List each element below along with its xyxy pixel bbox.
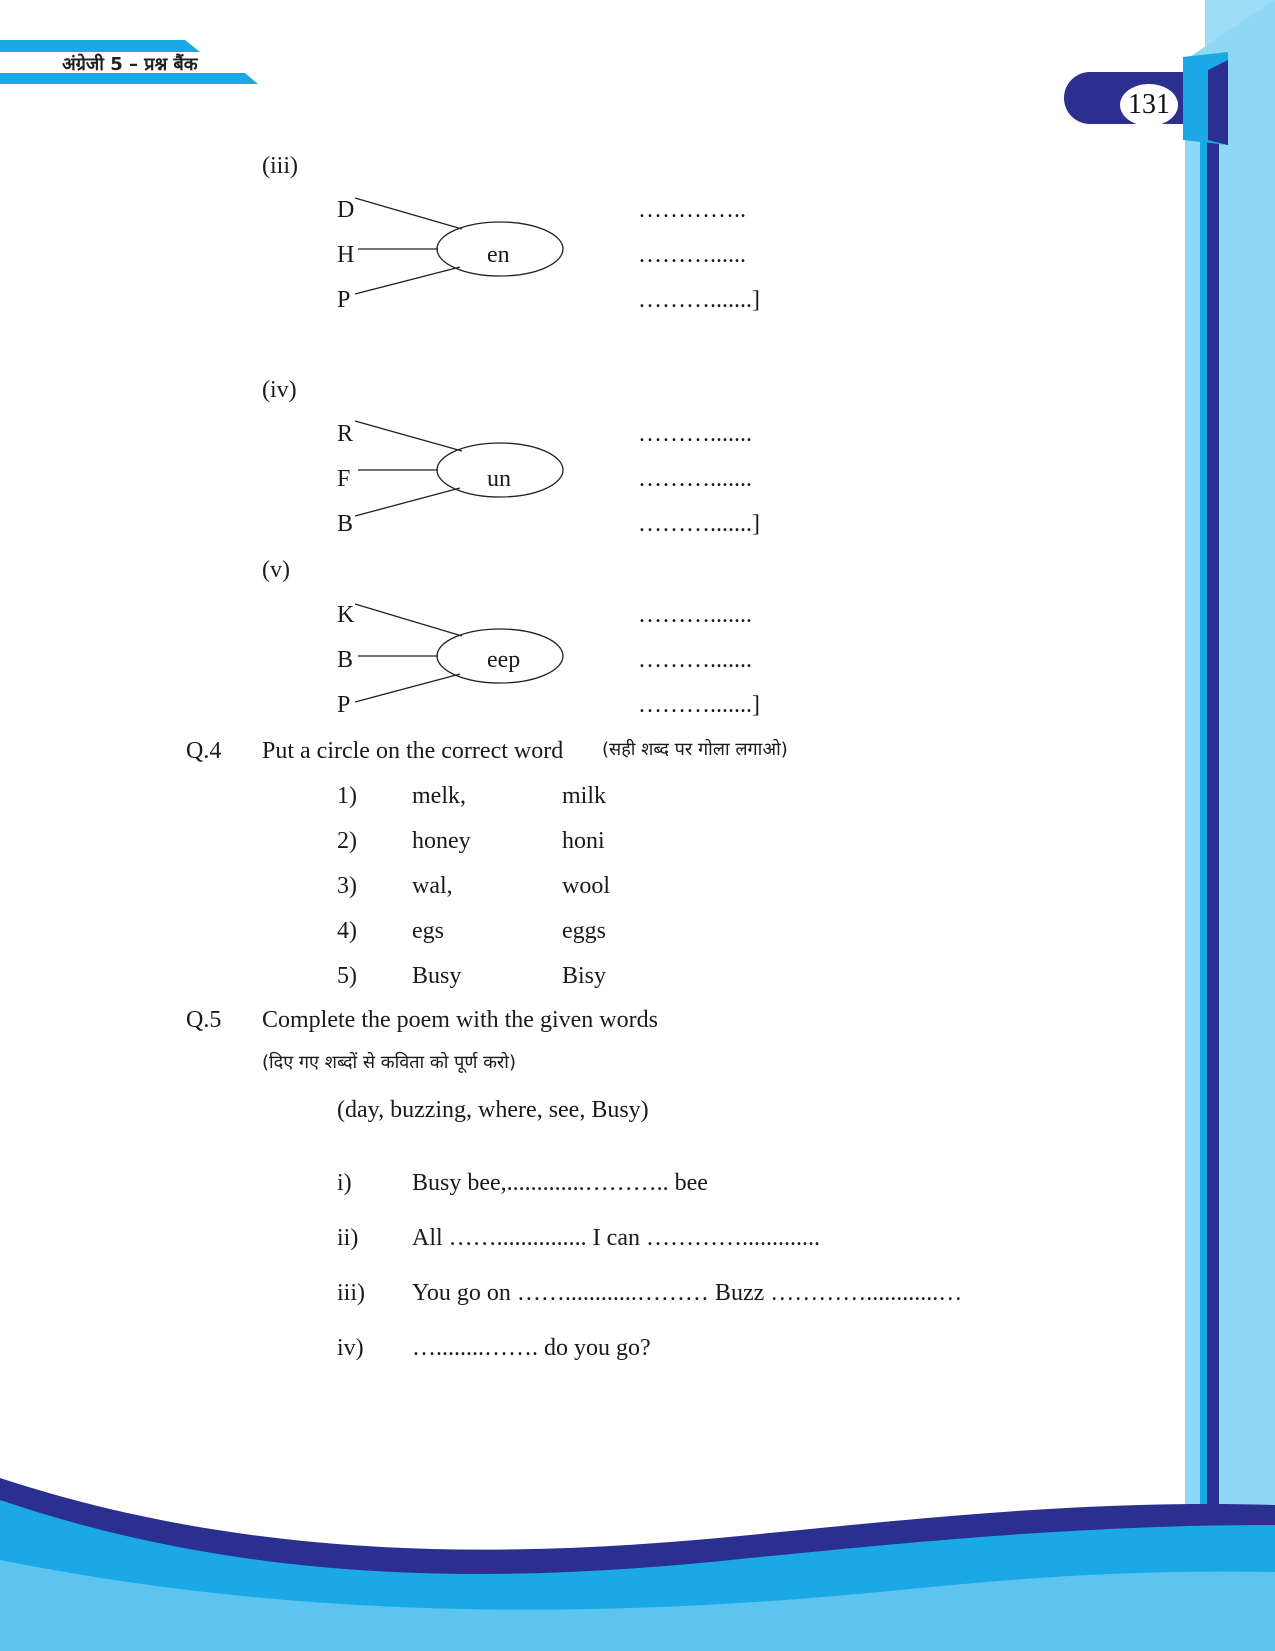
q4-question: Put a circle on the correct word bbox=[262, 738, 564, 764]
answer-blank[interactable]: ……….......] bbox=[638, 692, 760, 718]
q5-number: Q.5 bbox=[186, 1007, 222, 1033]
answer-blank[interactable]: ………….. bbox=[638, 197, 746, 223]
q4-option-b[interactable]: wool bbox=[562, 873, 610, 899]
exercise-letter: H bbox=[337, 242, 355, 268]
q4-option-a[interactable]: honey bbox=[412, 828, 471, 854]
poem-line-num: ii) bbox=[337, 1225, 359, 1251]
answer-blank[interactable]: ………....... bbox=[638, 466, 752, 492]
q4-option-b[interactable]: honi bbox=[562, 828, 605, 854]
exercise-letter: B bbox=[337, 647, 354, 673]
answer-blank[interactable]: ………....... bbox=[638, 647, 752, 673]
answer-blank[interactable]: ……….......] bbox=[638, 287, 760, 313]
q4-option-a[interactable]: wal, bbox=[412, 873, 453, 899]
answer-blank[interactable]: ……….......] bbox=[638, 511, 760, 537]
answer-blank[interactable]: ………....... bbox=[638, 602, 752, 628]
diagram-iii bbox=[355, 198, 563, 294]
header-bar-top bbox=[0, 40, 200, 52]
exercise-letter: F bbox=[337, 466, 351, 492]
exercise-letter: R bbox=[337, 421, 354, 447]
diagram-v bbox=[355, 604, 563, 702]
page-number: 131 bbox=[1120, 84, 1178, 126]
exercise-letter: K bbox=[337, 602, 355, 628]
q4-item-num: 3) bbox=[337, 873, 357, 899]
right-navy-stripe bbox=[1207, 80, 1219, 1520]
q5-question: Complete the poem with the given words bbox=[262, 1007, 658, 1033]
right-light-wedge bbox=[1185, 0, 1275, 1510]
q4-option-a[interactable]: egs bbox=[412, 918, 444, 944]
q4-option-a[interactable]: Busy bbox=[412, 963, 462, 989]
poem-line-num: i) bbox=[337, 1170, 352, 1196]
poem-line[interactable]: …........……. do you go? bbox=[412, 1335, 651, 1361]
right-cyan-stripe bbox=[1200, 80, 1207, 1520]
q4-number: Q.4 bbox=[186, 738, 222, 764]
q5-word-list: (day, buzzing, where, see, Busy) bbox=[337, 1097, 649, 1123]
q4-option-a[interactable]: melk, bbox=[412, 783, 466, 809]
poem-line[interactable]: Busy bee,.............……….. bee bbox=[412, 1170, 708, 1196]
q4-hindi: (सही शब्द पर गोला लगाओ) bbox=[602, 739, 788, 760]
book-title: अंग्रेजी 5 – प्रश्न बैंक bbox=[62, 54, 198, 75]
exercise-ending: un bbox=[487, 466, 511, 492]
exercise-ending: eep bbox=[487, 647, 521, 673]
exercise-ending: en bbox=[487, 242, 510, 268]
poem-line-num: iii) bbox=[337, 1280, 365, 1306]
q5-hindi: (दिए गए शब्दों से कविता को पूर्ण करो) bbox=[262, 1052, 516, 1073]
exercise-letter: B bbox=[337, 511, 354, 537]
exercise-label: (iii) bbox=[262, 153, 298, 179]
tab-fold-dark bbox=[1208, 60, 1228, 145]
q4-item-num: 5) bbox=[337, 963, 357, 989]
exercise-letter: P bbox=[337, 692, 351, 718]
poem-line[interactable]: You go on ……............……… Buzz …………............… bbox=[412, 1280, 963, 1306]
q4-item-num: 2) bbox=[337, 828, 357, 854]
diagram-iv bbox=[355, 421, 563, 516]
answer-blank[interactable]: ………...... bbox=[638, 242, 746, 268]
poem-line[interactable]: All ……............... I can …………............. bbox=[412, 1225, 820, 1251]
exercise-letter: D bbox=[337, 197, 355, 223]
exercise-label: (iv) bbox=[262, 377, 297, 403]
exercise-letter: P bbox=[337, 287, 351, 313]
exercise-label: (v) bbox=[262, 557, 290, 583]
q4-item-num: 4) bbox=[337, 918, 357, 944]
q4-option-b[interactable]: eggs bbox=[562, 918, 606, 944]
answer-blank[interactable]: ………....... bbox=[638, 421, 752, 447]
poem-line-num: iv) bbox=[337, 1335, 364, 1361]
q4-option-b[interactable]: Bisy bbox=[562, 963, 607, 989]
q4-item-num: 1) bbox=[337, 783, 357, 809]
q4-option-b[interactable]: milk bbox=[562, 783, 607, 809]
